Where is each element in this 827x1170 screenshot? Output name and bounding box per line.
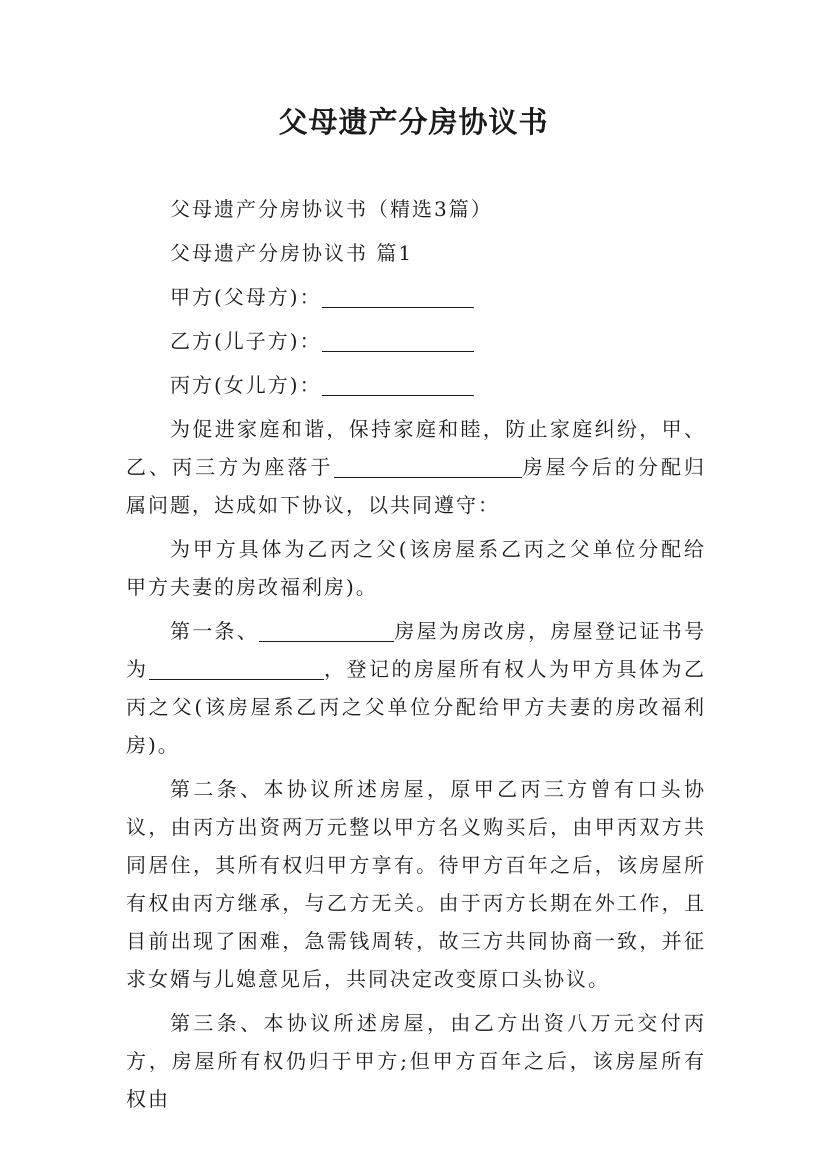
certificate-number-blank [149, 657, 324, 680]
intro-line: 父母遗产分房协议书（精选3篇） [170, 197, 493, 221]
article-1-after: ，登记的房屋所有权人为甲方具体为乙丙之父(该房屋系乙丙之父单位分配给甲方夫妻的房改福利房)。 [126, 657, 706, 757]
article-3: 第三条、本协议所述房屋，由乙方出资八万元交付丙方，房屋所有权仍归于甲方;但甲方百年之后，该房屋所有权由 [126, 1011, 706, 1111]
party-b-row [126, 322, 706, 360]
party-b-label: 乙方(儿子方)： [170, 329, 322, 353]
paragraph-purpose-after: 房屋今后的分配归属问题，达成如下协议，以共同遵守： [126, 455, 707, 517]
party-a-row [126, 278, 706, 316]
party-c-blank [322, 373, 474, 396]
party-a-blank [322, 285, 474, 308]
article-1 [126, 612, 706, 764]
property-location-blank [334, 455, 522, 478]
party-a-label: 甲方(父母方)： [170, 285, 322, 309]
paragraph-party-a: 为甲方具体为乙丙之父(该房屋系乙丙之父单位分配给甲方夫妻的房改福利房)。 [126, 537, 706, 599]
paragraph-purpose-before: 为促进家庭和谐，保持家庭和睦，防止家庭纠纷，甲、乙、丙三方为座落于 [126, 417, 706, 479]
article-1-middle: 房屋为房改房，房屋登记证书号为 [126, 619, 707, 681]
article-2: 第二条、本协议所述房屋，原甲乙丙三方曾有口头协议，由丙方出资两万元整以甲方名义购买后，由甲丙双方共同居住，其所有权归甲方享有。待甲方百年之后，该房屋所有权由丙方继承，与乙方无关。由于丙方长期在外工作，且目前出现了困难，急需钱周转，故三方共同协商一致，并征求女婿与儿媳意见后，共同决定改变原口头协议。 [126, 777, 706, 991]
party-c-row [126, 366, 706, 404]
document-title: 父母遗产分房协议书 [278, 105, 549, 139]
section-heading: 父母遗产分房协议书 篇1 [170, 241, 414, 265]
document-body [126, 190, 706, 1124]
property-name-blank [259, 619, 394, 642]
party-c-label: 丙方(女儿方)： [170, 373, 322, 397]
article-1-before: 第一条、 [170, 619, 260, 643]
paragraph-purpose [126, 410, 706, 524]
party-b-blank [322, 329, 474, 352]
